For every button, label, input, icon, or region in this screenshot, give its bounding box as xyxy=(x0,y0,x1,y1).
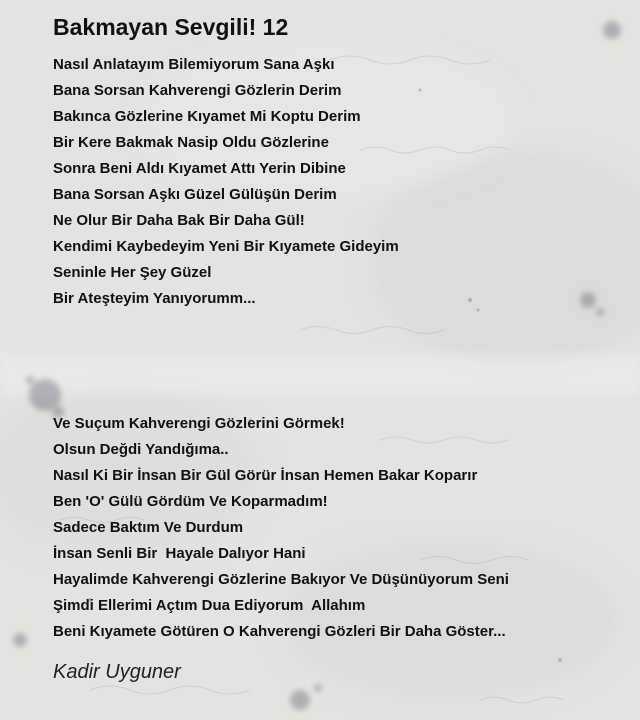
poem-line: Kendimi Kaybedeyim Yeni Bir Kıyamete Gideyim xyxy=(53,238,399,255)
poem-line: Hayalimde Kahverengi Gözlerine Bakıyor Ve Düşünüyorum Seni xyxy=(53,571,509,588)
poem-line: Şimdi Ellerimi Açtım Dua Ediyorum Allahım xyxy=(53,597,366,614)
poem-line: Bana Sorsan Aşkı Güzel Gülüşün Derim xyxy=(53,186,337,203)
poem-line: İnsan Senli Bir Hayale Dalıyor Hani xyxy=(53,545,306,562)
poem-line: Seninle Her Şey Güzel xyxy=(53,264,212,281)
poem-line: Sonra Beni Aldı Kıyamet Attı Yerin Dibine xyxy=(53,160,346,177)
poem-line: Ve Suçum Kahverengi Gözlerini Görmek! xyxy=(53,415,345,432)
poem-line: Sadece Baktım Ve Durdum xyxy=(53,519,244,536)
poem-line: Bakınca Gözlerine Kıyamet Mi Koptu Derim xyxy=(53,108,361,125)
poem-line: Ne Olur Bir Daha Bak Bir Daha Gül! xyxy=(53,212,305,229)
stanza-2 xyxy=(53,411,509,645)
poem-line: Bana Sorsan Kahverengi Gözlerin Derim xyxy=(53,82,342,99)
poem-line: Ben 'O' Gülü Gördüm Ve Koparmadım! xyxy=(53,493,328,510)
stanza-1 xyxy=(53,52,399,312)
poem-line: Olsun Değdi Yandığıma.. xyxy=(53,441,229,458)
poem-line: Nasıl Ki Bir İnsan Bir Gül Görür İnsan Hemen Bakar Koparır xyxy=(53,467,478,484)
poem-line: Beni Kıyamete Götüren O Kahverengi Gözleri Bir Daha Göster... xyxy=(53,623,506,640)
poem-author: Kadir Uyguner xyxy=(53,661,181,683)
poem-line: Nasıl Anlatayım Bilemiyorum Sana Aşkı xyxy=(53,56,335,73)
poem-title: Bakmayan Sevgili! 12 xyxy=(53,14,289,40)
poem-line: Bir Kere Bakmak Nasip Oldu Gözlerine xyxy=(53,134,329,151)
poem-line: Bir Ateşteyim Yanıyorumm... xyxy=(53,290,256,307)
